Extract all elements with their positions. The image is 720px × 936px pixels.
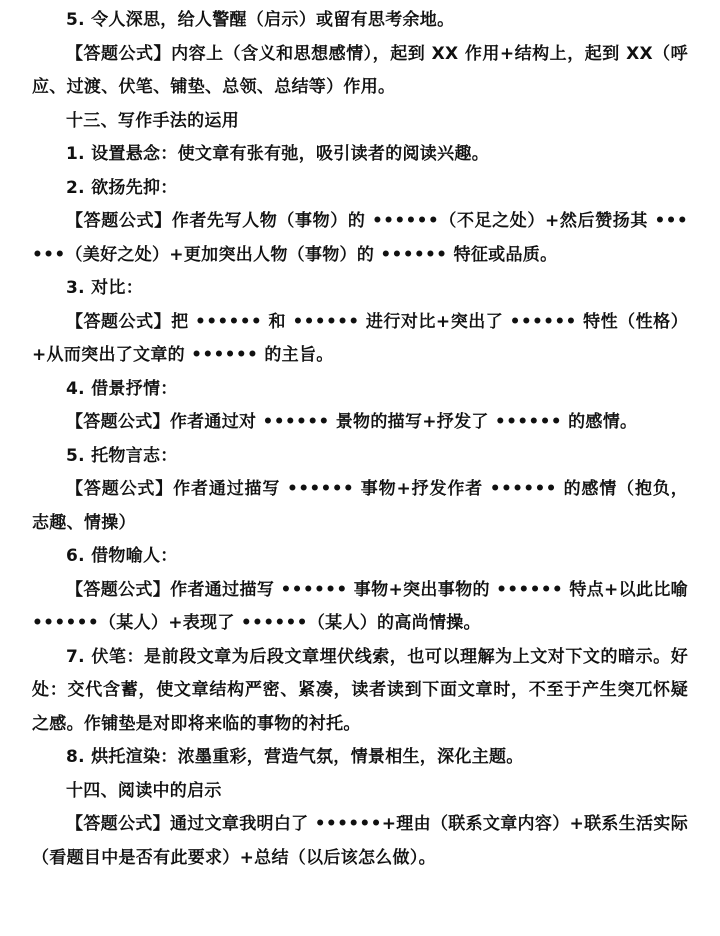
formula-tag: 【答题公式】 [66, 412, 170, 432]
paragraph-text: 把 •••••• 和 •••••• 进行对比+突出了 •••••• 特性（性格）+从而突出了文章的 •••••• 的主旨。 [32, 311, 688, 365]
section-13-heading [32, 105, 688, 139]
formula-tag: 【答题公式】 [66, 479, 174, 499]
technique-foreshadowing [32, 641, 688, 742]
paragraph-text: 通过文章我明白了 ••••••+理由（联系文章内容）+联系生活实际（看题目中是否有此要求）+总结（以后该怎么做）。 [32, 814, 688, 868]
paragraph-text: 作者先写人物（事物）的 ••••••（不足之处）+然后赞扬其 ••••••（美好之处）+更加突出人物（事物）的 •••••• 特征或品质。 [32, 211, 688, 265]
point-5-deep-thought [32, 4, 688, 38]
paragraph-text: 作者通过描写 •••••• 事物+抒发作者 •••••• 的感情（抱负，志趣、情操） [32, 479, 688, 533]
technique-object-metaphor [32, 540, 688, 574]
section-heading-text: 十三、写作手法的运用 [66, 110, 239, 131]
formula-tag: 【答题公式】 [66, 579, 171, 600]
paragraph-text: 6. 借物喻人： [66, 546, 178, 566]
paragraph-text: 2. 欲扬先抑： [66, 177, 178, 198]
technique-suspense [32, 138, 688, 172]
formula-tag: 【答题公式】 [66, 311, 172, 332]
paragraph-text: 内容上（含义和思想感情），起到 XX 作用+结构上，起到 XX（呼应、过渡、伏笔、铺垫、总领、总结等）作用。 [32, 43, 688, 97]
formula-scenery-emotion [32, 406, 688, 440]
paragraph-text: 5. 令人深思，给人警醒（启示）或留有思考余地。 [66, 10, 455, 30]
paragraph-text: 4. 借景抒情： [66, 378, 178, 399]
paragraph-text: 8. 烘托渲染：浓墨重彩，营造气氛，情景相生，深化主题。 [66, 747, 524, 767]
formula-contrast [32, 306, 688, 373]
technique-contrast [32, 272, 688, 306]
technique-object-aspiration [32, 440, 688, 474]
formula-tag: 【答题公式】 [66, 814, 170, 834]
formula-object-metaphor [32, 574, 688, 641]
technique-scenery-emotion [32, 373, 688, 407]
section-14-heading [32, 775, 688, 809]
formula-structure [32, 38, 688, 105]
document-page [32, 4, 688, 875]
paragraph-text: 1. 设置悬念：使文章有张有弛，吸引读者的阅读兴趣。 [66, 144, 490, 164]
formula-object-aspiration [32, 473, 688, 540]
section-heading-text: 十四、阅读中的启示 [66, 780, 222, 801]
formula-suppress-then-praise [32, 205, 688, 272]
formula-reading-enlightenment [32, 808, 688, 875]
paragraph-text: 7. 伏笔：是前段文章为后段文章埋伏线索，也可以理解为上文对下文的暗示。好处：交代含蓄，使文章结构严密、紧凑，读者读到下面文章时，不至于产生突兀怀疑之感。作铺垫是对即将来临的事物的衬托。 [32, 646, 688, 734]
technique-suppress-then-praise [32, 172, 688, 206]
paragraph-text: 作者通过对 •••••• 景物的描写+抒发了 •••••• 的感情。 [169, 412, 638, 432]
technique-rendering [32, 741, 688, 775]
formula-tag: 【答题公式】 [66, 211, 172, 231]
paragraph-text: 3. 对比： [66, 278, 144, 298]
paragraph-text: 作者通过描写 •••••• 事物+突出事物的 •••••• 特点+以此比喻 ••••••（某人）+表现了 ••••••（某人）的高尚情操。 [32, 579, 688, 633]
formula-tag: 【答题公式】 [66, 43, 172, 64]
paragraph-text: 5. 托物言志： [66, 445, 178, 466]
